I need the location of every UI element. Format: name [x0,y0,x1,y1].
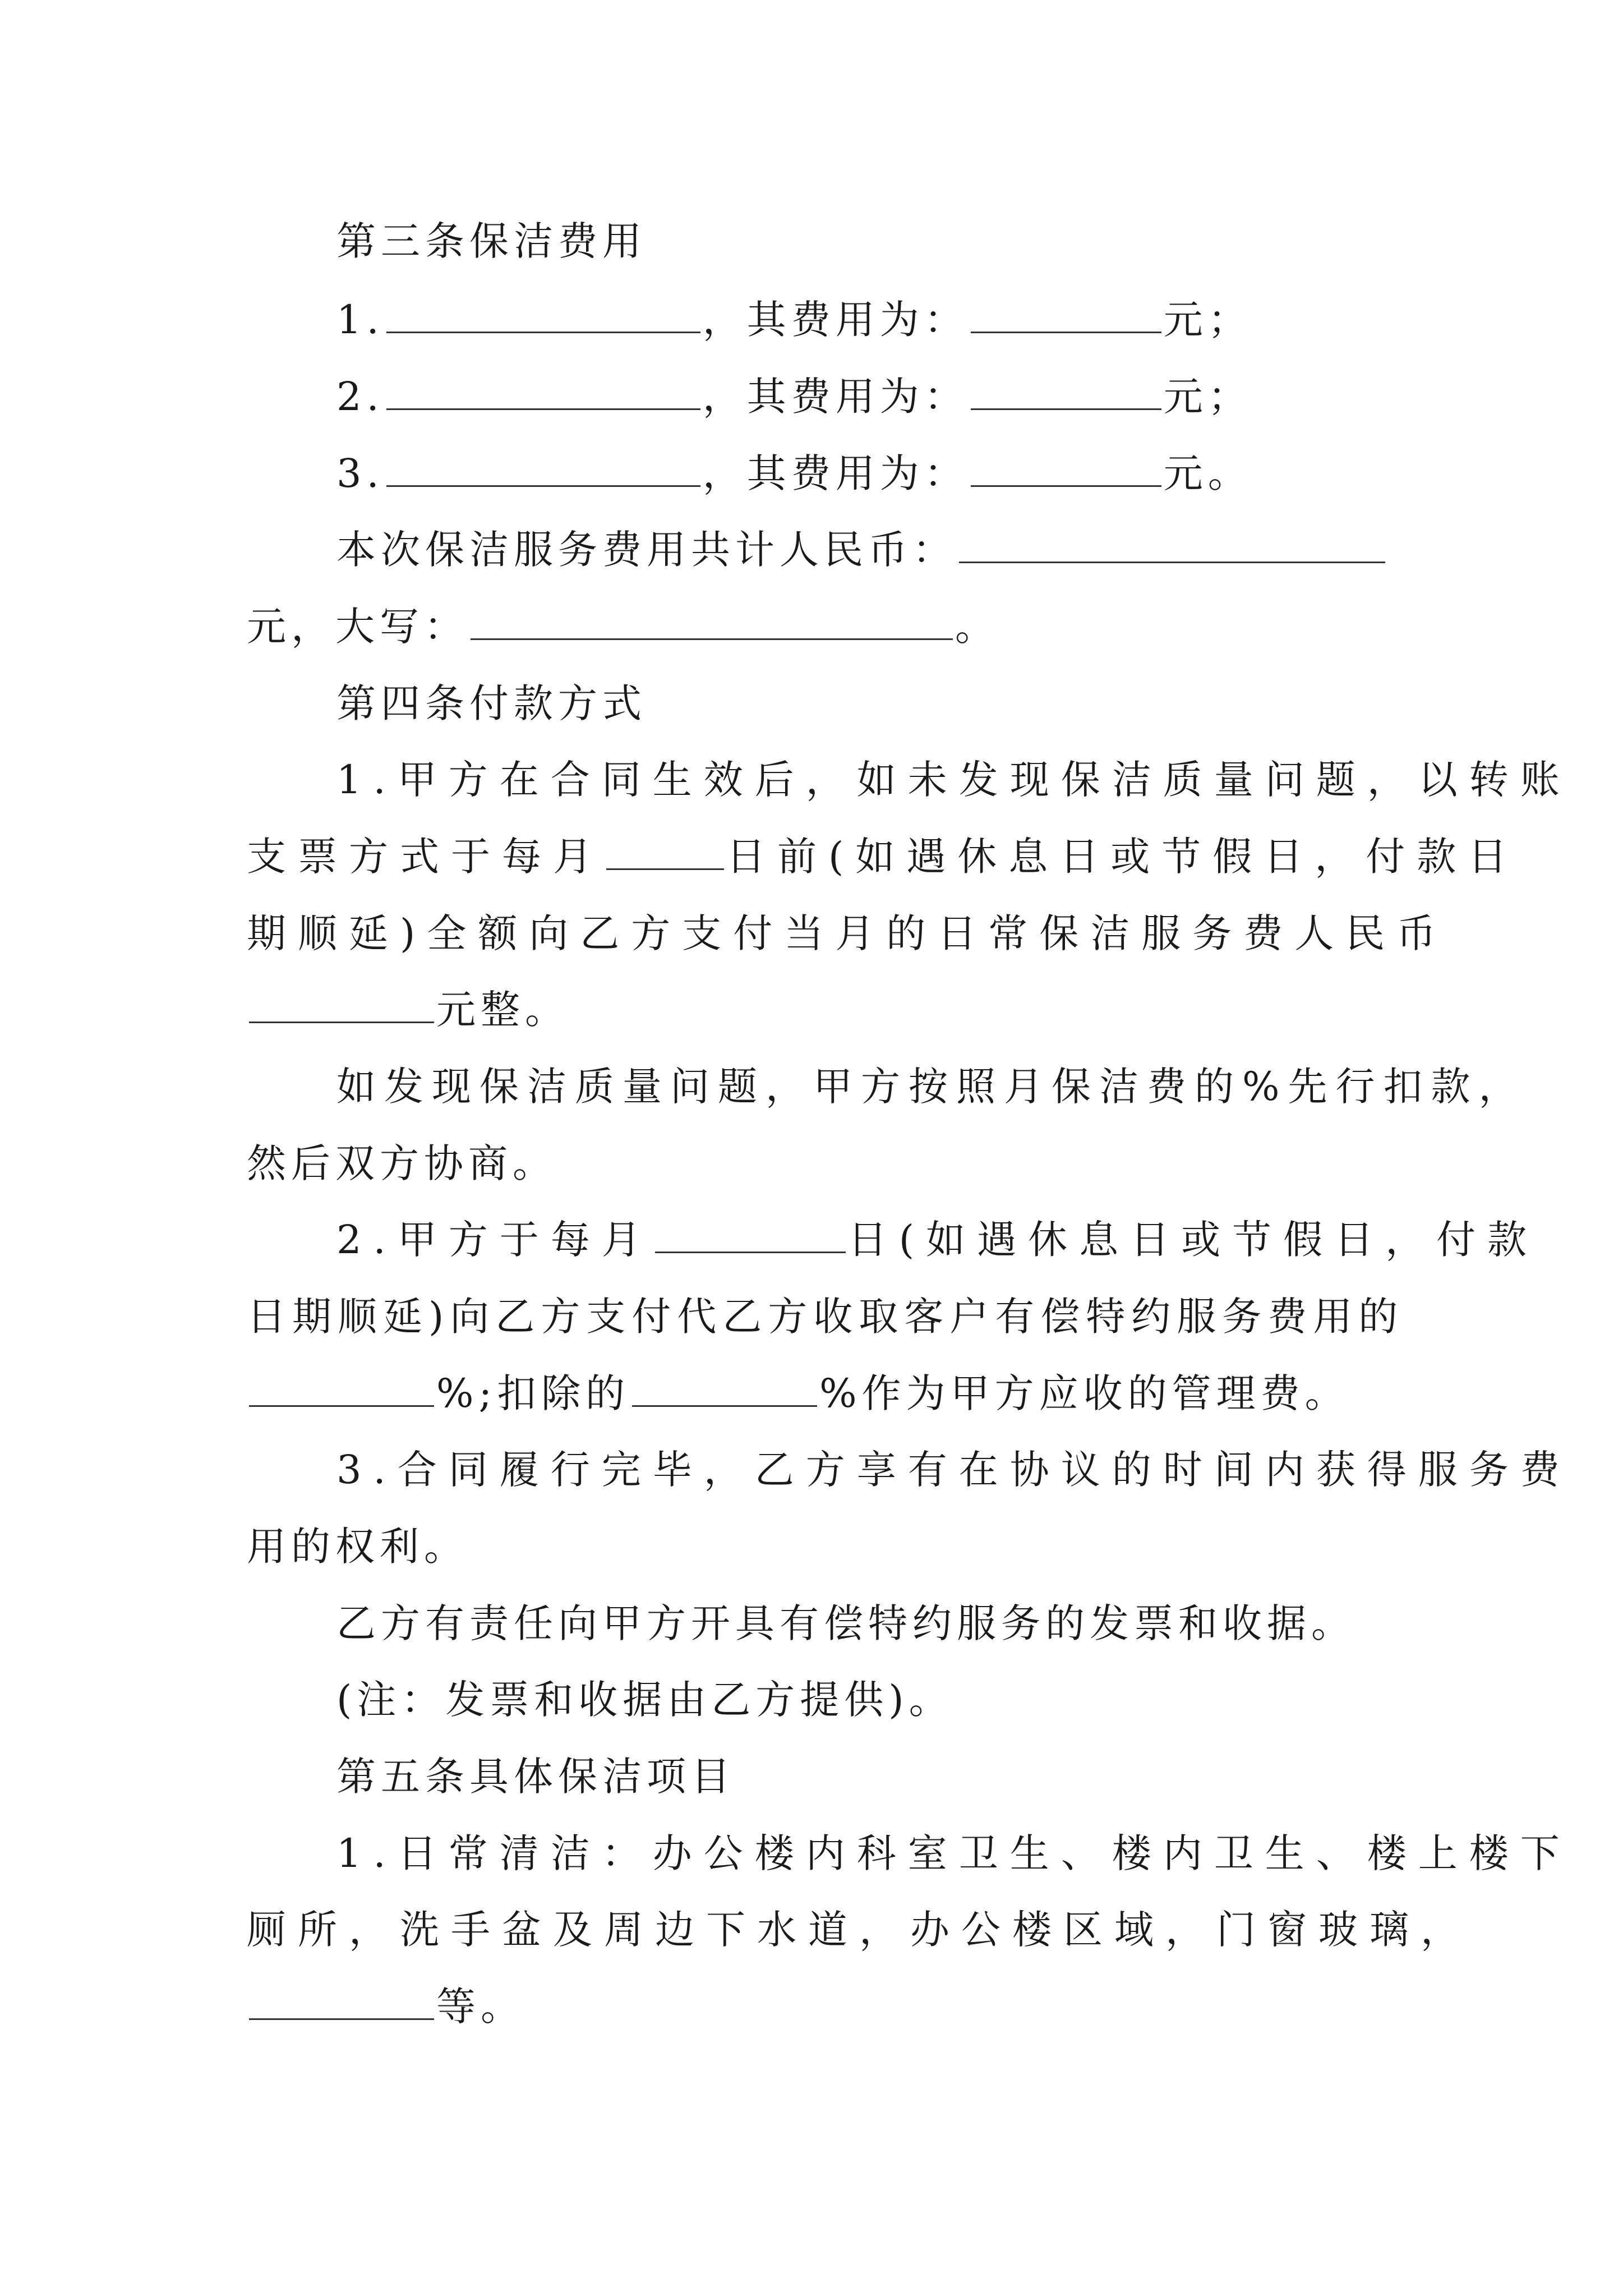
blank-field [655,1217,846,1253]
fee-item-label: ，其费用为： [702,374,969,420]
payment-para1-line3: 期顺延)全额向乙方支付当月的日常保洁服务费人民币 [247,910,1448,956]
text-segment: 等。 [436,1984,525,2030]
payment-para3-line2: 日期顺延)向乙方支付代乙方收取客户有偿特约服务费用的 [247,1294,1404,1340]
article5-heading: 第五条具体保洁项目 [336,1754,735,1800]
cleaning-item1-line2: 厕所，洗手盆及周边下水道，办公楼区域，门窗玻璃， [247,1907,1472,1953]
text-segment: 日前(如遇休息日或节假日，付款日 [726,834,1519,880]
fee-item-unit: 元。 [1163,450,1252,496]
fee-item-number: 1. [336,297,384,343]
payment-para1-line2 [247,829,1519,885]
fee-item-number: 3. [336,450,384,496]
payment-para2-line1: 如发现保洁质量问题，甲方按照月保洁费的%先行扣款， [336,1064,1527,1110]
total-label: 本次保洁服务费用共计人民币： [336,527,957,573]
cleaning-item1-line3 [247,1978,525,2035]
payment-para1-line1: 1.甲方在合同生效后，如未发现保洁质量问题，以转账 [336,757,1571,803]
payment-para4-line1: 3.合同履行完毕，乙方享有在协议的时间内获得服务费 [336,1447,1571,1493]
text-segment: 元整。 [436,987,569,1033]
payment-para2-line2: 然后双方协商。 [247,1140,557,1186]
total-uppercase-label: 元，大写： [247,604,468,650]
blank-field [971,374,1161,410]
blank-field [632,1370,817,1407]
invoice-note: 乙方有责任向甲方开具有偿特约服务的发票和收据。 [336,1600,1355,1646]
article4-heading: 第四条付款方式 [336,680,647,726]
blank-field [386,450,700,487]
blank-field [249,987,434,1023]
fee-item-1 [336,292,1252,348]
fee-item-label: ，其费用为： [702,450,969,496]
fee-item-unit: 元； [1163,297,1252,343]
fee-item-unit: 元； [1163,374,1252,420]
fee-item-label: ，其费用为： [702,297,969,343]
fee-item-3 [336,445,1252,501]
text-segment: %作为甲方应收的管理费。 [819,1370,1349,1416]
blank-field [249,1984,434,2020]
fee-item-number: 2. [336,374,384,420]
text-segment: 2.甲方于每月 [336,1217,653,1263]
blank-field [386,297,700,333]
invoice-footnote: (注：发票和收据由乙方提供)。 [336,1677,953,1723]
payment-para3-line3 [247,1365,1349,1421]
blank-field [959,527,1385,563]
fee-item-2 [336,369,1252,425]
article3-heading: 第三条保洁费用 [336,218,647,264]
text-segment: %;扣除的 [436,1370,630,1416]
payment-para1-line4 [247,982,569,1038]
blank-field [971,297,1161,333]
cleaning-item1-line1: 1.日常清洁：办公楼内科室卫生、楼内卫生、楼上楼下 [336,1830,1571,1876]
blank-field [386,374,700,410]
text-segment: 支票方式于每月 [247,834,604,880]
blank-field [971,450,1161,487]
blank-field [471,604,953,640]
payment-para4-line2: 用的权利。 [247,1524,468,1570]
blank-field [606,834,724,870]
total-line-2 [247,599,999,655]
payment-para3-line1 [336,1212,1538,1268]
blank-field [249,1370,434,1407]
total-line-1 [336,522,1387,578]
period: 。 [955,604,999,650]
text-segment: 日(如遇休息日或节假日，付款 [847,1217,1539,1263]
